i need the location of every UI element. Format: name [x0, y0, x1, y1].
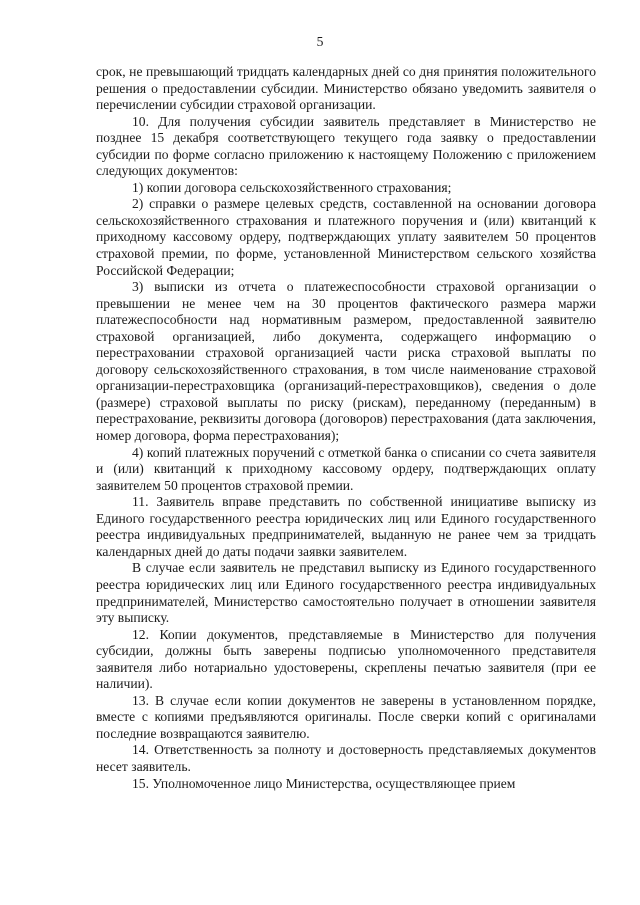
paragraph-12: 12. Копии документов, представляемые в Министерство для получения субсидии, должны быть заверены подписью уполномоченного представителя заявителя либо нотариально удостоверены, скреплены печатью заявителя (при ее наличии). [96, 626, 596, 692]
document-body [96, 64, 596, 792]
page-number: 5 [316, 34, 324, 49]
paragraph-10: 10. Для получения субсидии заявитель представляет в Министерство не позднее 15 декабря соответствующего текущего года заявку о предоставлении субсидии по форме согласно приложению к настоящему Положению с приложением следующих документов: [96, 113, 596, 179]
paragraph-15-start: 15. Уполномоченное лицо Министерства, осуществляющее прием [132, 775, 516, 791]
list-item-4: 4) копий платежных поручений с отметкой банка о списании со счета заявителя и (или) квитанций к приходному кассовому ордеру, подтверждающих оплату заявителем 50 процентов страховой премии. [96, 444, 596, 493]
list-item-1: 1) копии договора сельскохозяйственного страхования; [132, 179, 452, 195]
paragraph-13: 13. В случае если копии документов не заверены в установленном порядке, вместе с копиями предъявляются оригиналы. После сверки копий с оригиналами последние возвращаются заявителю. [96, 692, 596, 741]
paragraph-11-continued: В случае если заявитель не представил выписку из Единого государственного реестра юридических лиц или Единого государственного реестра индивидуальных предпринимателей, Министерство самостоятельно получает в отношении заявителя эту выписку. [96, 560, 596, 626]
list-item-2: 2) справки о размере целевых средств, составленной на основании договора сельскохозяйственного страхования и платежного поручения и (или) квитанций к приходному кассовому ордеру, подтверждающих уплату заявителем 50 процентов страховой премии, по форме, установленной Министерством сельского хозяйства Российской Федерации; [96, 196, 596, 278]
list-item-3: 3) выписки из отчета о платежеспособности страховой организации о превышении не менее чем на 30 процентов фактического размера маржи платежеспособности над нормативным размером, предоставленной заявителю страховой организацией, либо документа, содержащего информацию о перестраховании страховой организацией части риска страховой выплаты по договору сельскохозяйственного страхования, в том числе наименование страховой организации-перестраховщика (организаций-перестраховщиков), сведения о доле (размере) страховой выплаты по риску (рискам), переданному (переданным) в перестрахование, реквизиты договора (договоров) перестрахования (дата заключения, номер договора, форма перестрахования); [96, 279, 597, 444]
paragraph-continuation: срок, не превышающий тридцать календарных дней со дня принятия положительного решения о предоставлении субсидии. Министерство обязано уведомить заявителя о перечислении субсидии страховой организации. [96, 64, 596, 113]
paragraph-14: 14. Ответственность за полноту и достоверность представляемых документов несет заявитель. [96, 742, 596, 774]
paragraph-11: 11. Заявитель вправе представить по собственной инициативе выписку из Единого государственного реестра юридических лиц или Единого государственного реестра индивидуальных предпринимателей, выданную не ранее чем за тридцать календарных дней до даты подачи заявки заявителем. [96, 494, 596, 559]
